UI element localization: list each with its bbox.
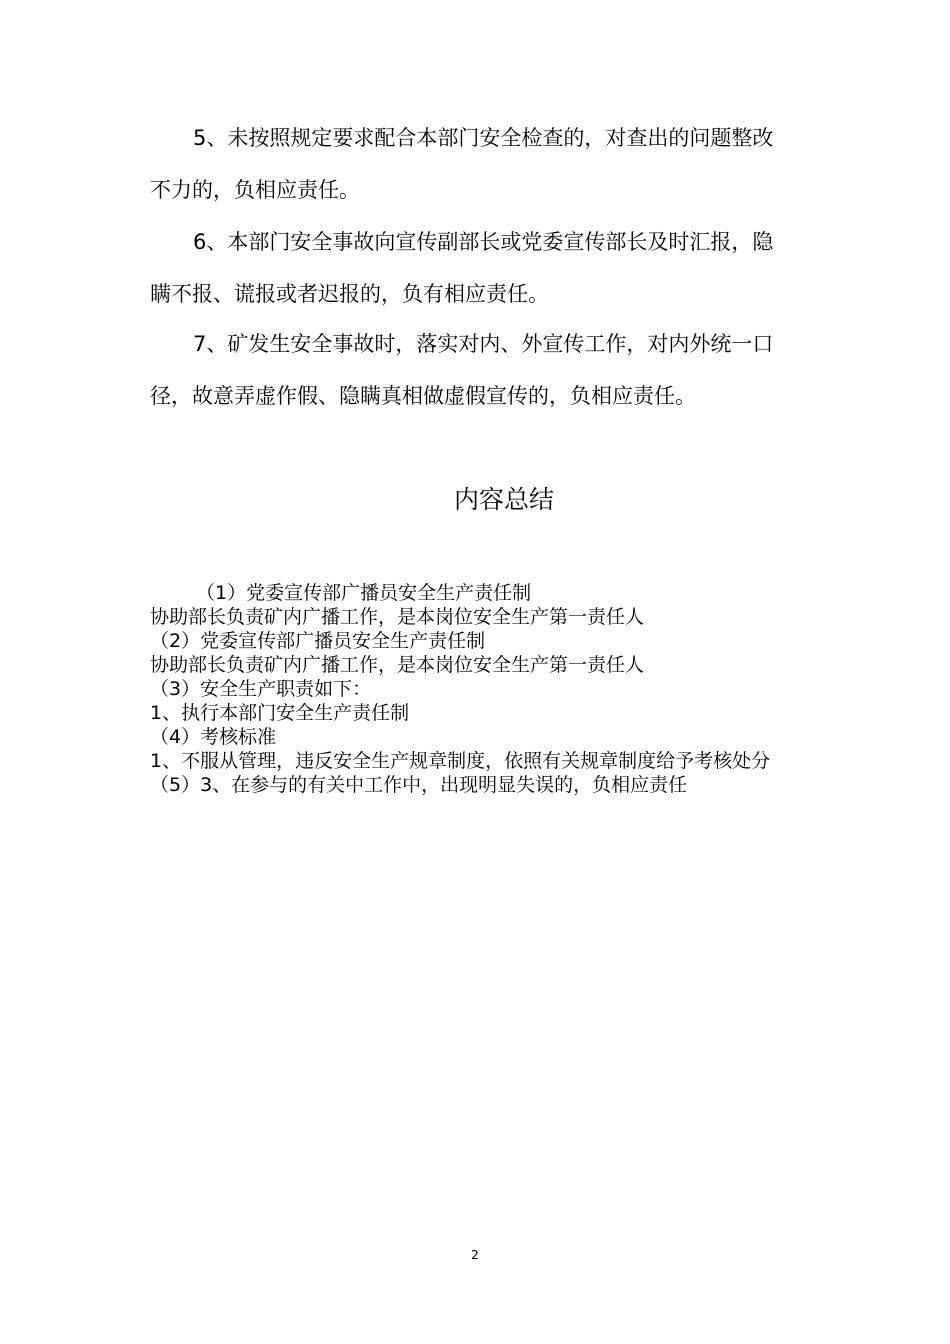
paragraph-item-5: 5、未按照规定要求配合本部门安全检查的，对查出的问题整改不力的，负相应责任。: [150, 126, 774, 202]
summary-line: （5）3、在参与的有关中工作中，出现明显失误的，负相应责任: [150, 774, 688, 796]
summary-heading: 内容总结: [453, 485, 554, 514]
summary-block: [150, 581, 792, 797]
summary-line: 协助部长负责矿内广播工作，是本岗位安全生产第一责任人: [150, 606, 645, 628]
page-number: 2: [471, 1248, 479, 1262]
summary-line: 1、不服从管理，违反安全生产规章制度，依照有关规章制度给予考核处分: [150, 750, 771, 772]
paragraph-item-6: 6、本部门安全事故向宣传副部长或党委宣传部长及时汇报，隐瞒不报、谎报或者迟报的，负有相应责任。: [150, 230, 774, 306]
summary-line: 1、执行本部门安全生产责任制: [150, 702, 410, 724]
summary-line: （2）党委宣传部广播员安全生产责任制: [150, 630, 486, 652]
summary-line: （1）党委宣传部广播员安全生产责任制: [196, 582, 532, 604]
summary-line: （4）考核标准: [150, 726, 277, 748]
summary-line: 协助部长负责矿内广播工作，是本岗位安全生产第一责任人: [150, 654, 645, 676]
summary-line: （3）安全生产职责如下：: [150, 678, 372, 700]
paragraph-item-7: 7、矿发生安全事故时，落实对内、外宣传工作，对内外统一口径，故意弄虚作假、隐瞒真相做虚假宣传的，负相应责任。: [150, 332, 774, 408]
